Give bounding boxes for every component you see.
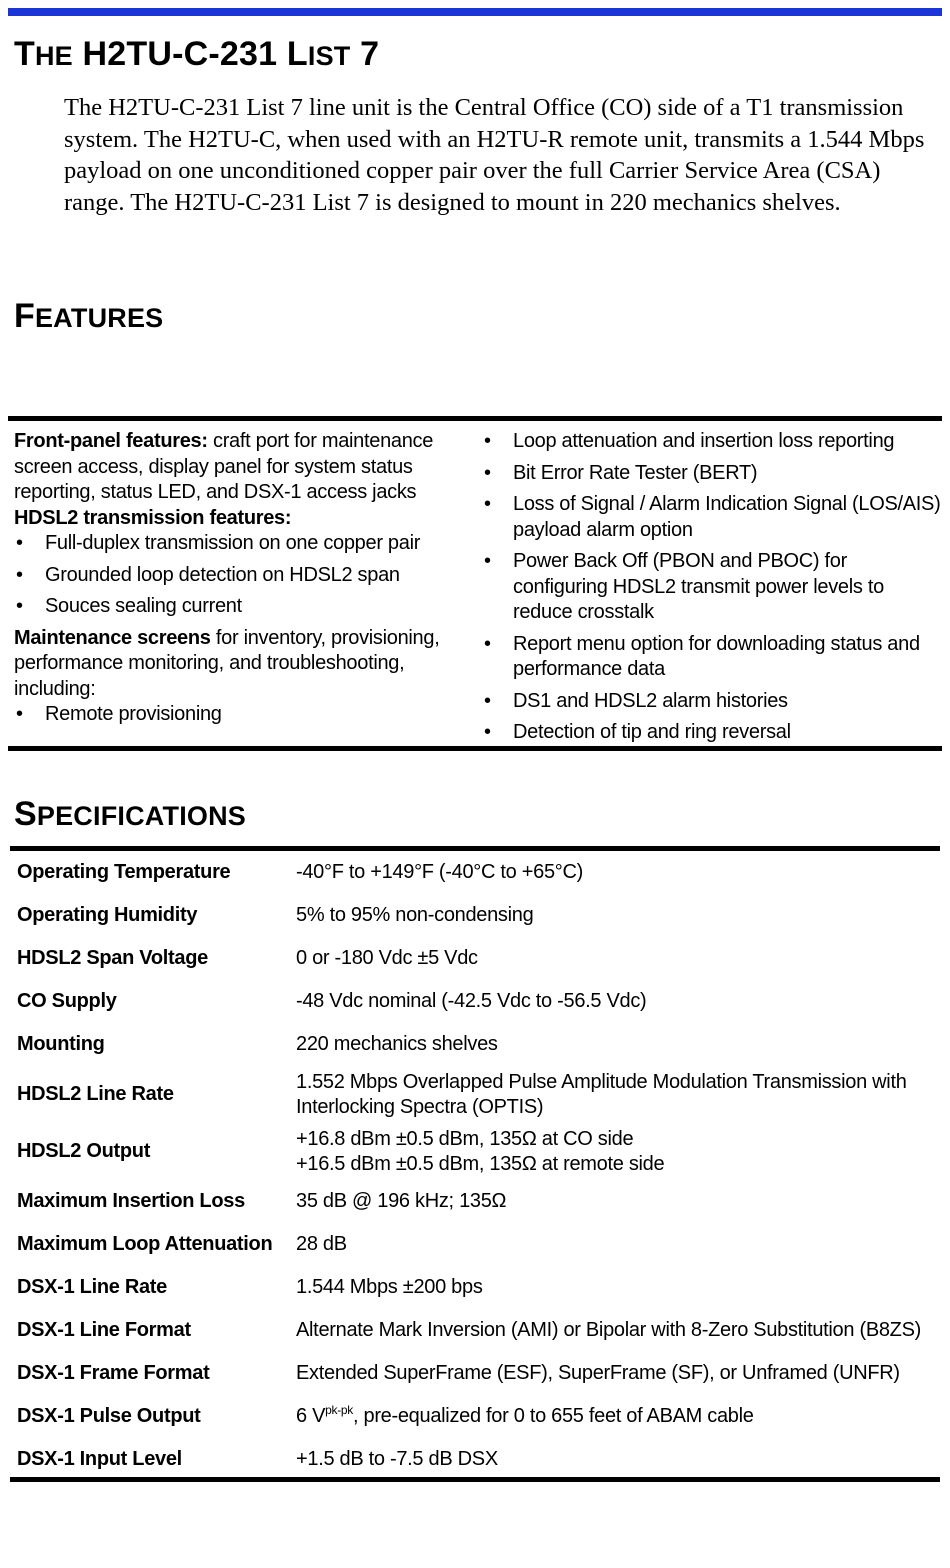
spec-label: HDSL2 Output	[17, 1140, 151, 1162]
spec-value: -40°F to +149°F (-40°C to +65°C)	[296, 861, 583, 883]
spec-label: DSX-1 Line Rate	[17, 1276, 167, 1298]
spec-value: -48 Vdc nominal (-42.5 Vdc to -56.5 Vdc)	[296, 990, 647, 1012]
maintenance-feature-item-text: Remote provisioning	[45, 703, 222, 725]
bullet-icon: •	[16, 595, 23, 617]
maintenance-label: Maintenance screens	[14, 626, 211, 649]
hdsl2-features-label: HDSL2 transmission features:	[14, 506, 292, 529]
bullet-icon: •	[16, 563, 23, 586]
feature-item	[482, 720, 944, 746]
feature-item	[482, 689, 944, 715]
specifications-table	[10, 846, 940, 1482]
feature-item-text: Power Back Off (PBON and PBOC) for configuring HDSL2 transmit power levels to reduce crosstalk	[513, 550, 884, 623]
title-part: HE	[34, 41, 73, 71]
spec-value: 6 $V^{pk-pk}$, pre-equalized for 0 to 655 feet of ABAM cable	[296, 1403, 754, 1427]
spec-row	[10, 894, 940, 937]
hdsl2-feature-item-text: Grounded loop detection on HDSL2 span	[45, 563, 400, 586]
bullet-icon: •	[16, 703, 23, 725]
feature-item-text: Loss of Signal / Alarm Indication Signal (LOS/AIS) payload alarm option	[513, 493, 941, 541]
feature-item	[482, 492, 944, 543]
features-heading	[14, 298, 163, 335]
spec-label: Mounting	[17, 1033, 105, 1055]
spec-label: CO Supply	[17, 990, 117, 1012]
bullet-icon: •	[484, 550, 491, 572]
spec-value: 1.552 Mbps Overlapped Pulse Amplitude Modulation Transmission with Interlocking Spectra (OPTIS)	[296, 1070, 907, 1118]
title-part: T	[14, 35, 35, 73]
spec-label: HDSL2 Line Rate	[17, 1083, 174, 1105]
spec-row	[10, 1023, 940, 1066]
maintenance-list	[14, 702, 474, 728]
spec-row	[10, 1266, 940, 1309]
spec-value: 0 or -180 Vdc ±5 Vdc	[296, 947, 478, 969]
spec-label: DSX-1 Frame Format	[17, 1362, 210, 1384]
spec-value: 1.544 Mbps ±200 bps	[296, 1276, 483, 1298]
features-left-column	[14, 429, 474, 734]
title-part: IST	[307, 41, 351, 71]
front-panel-label: Front-panel features:	[14, 430, 208, 452]
spec-row	[10, 1309, 940, 1352]
intro-paragraph: The H2TU-C-231 List 7 line unit is the Central Office (CO) side of a T1 transmission system. The H2TU-C, when used with an H2TU-R remote unit, transmits a 1.544 Mbps payload on one unconditioned copper pair over the full Carrier Service Area (CSA) range. The H2TU-C-231 List 7 is designed to mount in 220 mechanics shelves.	[64, 94, 925, 216]
hdsl2-feature-item-text: Full-duplex transmission on one copper pair	[45, 532, 421, 554]
spec-label: DSX-1 Pulse Output	[17, 1405, 201, 1427]
feature-item	[482, 632, 944, 683]
features-heading-rest: EATURES	[34, 303, 164, 333]
feature-item-text: Report menu option for downloading status and performance data	[513, 632, 920, 680]
front-panel-paragraph	[14, 429, 474, 506]
spec-label: Operating Temperature	[17, 861, 231, 883]
superscript: pk-pk	[325, 1403, 353, 1417]
page-title	[14, 36, 379, 73]
spec-value: 220 mechanics shelves	[296, 1033, 498, 1055]
spec-value: Alternate Mark Inversion (AMI) or Bipolar with 8-Zero Substitution (B8ZS)	[296, 1319, 921, 1341]
hdsl2-feature-item	[14, 594, 474, 620]
title-part: 7	[350, 35, 380, 73]
feature-item-text: Detection of tip and ring reversal	[513, 721, 791, 743]
front-panel-text: craft port for maintenance screen access, display panel for system status reporting, status LED, and DSX-1 access jacks	[14, 430, 434, 503]
feature-item	[482, 549, 944, 626]
spec-row	[10, 1123, 940, 1180]
spec-row	[10, 1395, 940, 1438]
spec-value: +1.5 dB to -7.5 dB DSX	[296, 1448, 498, 1470]
bullet-icon: •	[484, 461, 491, 484]
spec-value: 5% to 95% non-condensing	[296, 904, 534, 926]
spec-row	[10, 1438, 940, 1481]
feature-item-text: DS1 and HDSL2 alarm histories	[513, 689, 788, 712]
hdsl2-feature-item-text: Souces sealing current	[45, 595, 242, 617]
title-part: H2TU-C-231	[72, 35, 287, 73]
spec-label: HDSL2 Span Voltage	[17, 947, 208, 969]
spec-row	[10, 980, 940, 1023]
feature-item-text: Loop attenuation and insertion loss reporting	[513, 430, 895, 452]
spec-label: Maximum Insertion Loss	[17, 1190, 245, 1212]
features-box	[8, 416, 942, 751]
bullet-icon: •	[484, 632, 491, 655]
maintenance-paragraph	[14, 626, 474, 703]
spec-label: Operating Humidity	[17, 904, 198, 926]
spec-row	[10, 937, 940, 980]
bullet-icon: •	[484, 721, 491, 743]
spec-label: DSX-1 Input Level	[17, 1448, 182, 1470]
spec-row	[10, 1180, 940, 1223]
spec-row	[10, 1223, 940, 1266]
spec-label: Maximum Loop Attenuation	[17, 1233, 273, 1255]
maintenance-text: for inventory, provisioning, performance monitoring, and troubleshooting, including:	[14, 626, 440, 700]
spec-row	[10, 1352, 940, 1395]
spec-value: 35 dB @ 196 kHz; 135Ω	[296, 1190, 507, 1212]
feature-item-text: Bit Error Rate Tester (BERT)	[513, 461, 758, 484]
spec-value: Extended SuperFrame (ESF), SuperFrame (SF), or Unframed (UNFR)	[296, 1362, 900, 1384]
features-right-list	[482, 429, 944, 746]
hdsl2-feature-item	[14, 563, 474, 589]
spec-value: 28 dB	[296, 1233, 347, 1255]
top-accent-bar	[8, 8, 942, 16]
specifications-heading-initial: S	[14, 795, 37, 833]
features-heading-initial: F	[14, 297, 35, 335]
spec-row	[10, 1066, 940, 1123]
bullet-icon: •	[484, 493, 491, 515]
specifications-heading-rest: PECIFICATIONS	[36, 801, 246, 831]
spec-row	[10, 851, 940, 894]
spec-value: +16.8 dBm ±0.5 dBm, 135Ω at CO side +16.5 dBm ±0.5 dBm, 135Ω at remote side	[296, 1127, 665, 1175]
bullet-icon: •	[484, 430, 491, 452]
specifications-heading	[14, 796, 246, 833]
title-part: L	[286, 35, 308, 73]
hdsl2-features-list	[14, 531, 474, 620]
feature-item	[482, 429, 944, 455]
maintenance-feature-item	[14, 702, 474, 728]
hdsl2-feature-item	[14, 531, 474, 557]
features-right-column	[482, 429, 944, 752]
bullet-icon: •	[484, 689, 491, 712]
spec-label: DSX-1 Line Format	[17, 1319, 191, 1341]
feature-item	[482, 461, 944, 487]
bullet-icon: •	[16, 532, 23, 554]
